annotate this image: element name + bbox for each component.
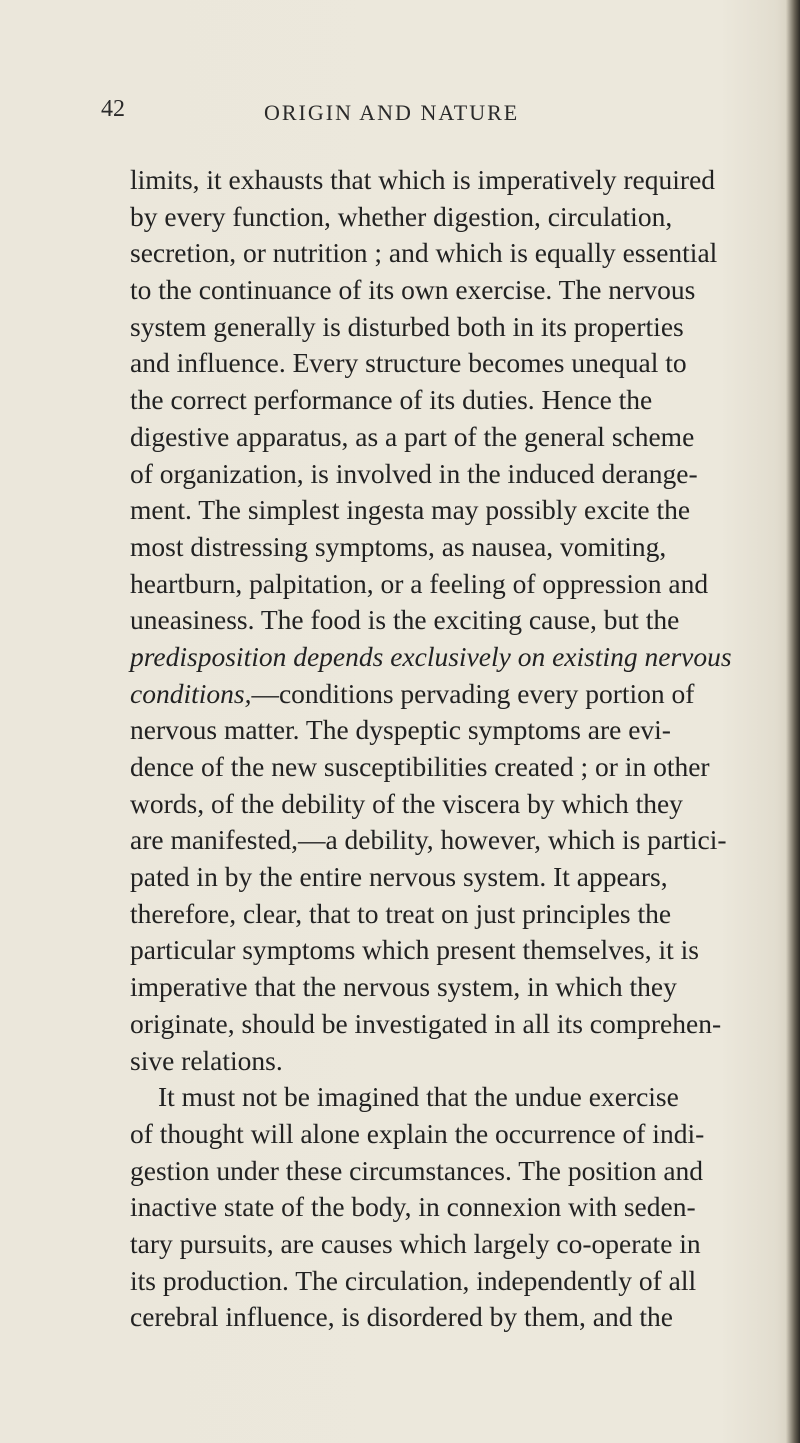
text-line: particular symptoms which present themselves, it is <box>130 934 699 966</box>
text-line: the correct performance of its duties. Hence the <box>130 384 653 416</box>
text-line: most distressing symptoms, as nausea, vomiting, <box>130 530 667 562</box>
mixed-text-line <box>130 676 790 713</box>
page-header <box>0 96 800 140</box>
text-line: heartburn, palpitation, or a feeling of oppression and <box>130 567 709 599</box>
text-line: uneasiness. The food is the exciting cause, but the <box>130 604 680 636</box>
text-line: limits, it exhausts that which is imperatively required <box>130 164 716 195</box>
text-line: words, of the debility of the viscera by which they <box>130 787 683 819</box>
italic-word: conditions, <box>130 677 252 709</box>
text-line: imperative that the nervous system, in which they <box>130 971 677 1003</box>
page-number: 42 <box>101 96 125 122</box>
text-line: system generally is disturbed both in its properties <box>130 310 684 342</box>
page-edge-shadow <box>786 0 800 1443</box>
text-line: therefore, clear, that to treat on just principles the <box>130 897 672 929</box>
text-line: by every function, whether digestion, circulation, <box>130 200 673 232</box>
text-line: dence of the new susceptibilities created ; or in other <box>130 751 710 782</box>
text-line: nervous matter. The dyspeptic symptoms are evi- <box>130 714 671 746</box>
text-line: tary pursuits, are causes which largely co-operate in <box>130 1227 701 1259</box>
text-line: its production. The circulation, independently of all <box>130 1264 697 1296</box>
text-line: gestion under these circumstances. The position and <box>130 1154 704 1186</box>
text-line: and influence. Every structure becomes unequal to <box>130 347 687 379</box>
text-line: ment. The simplest ingesta may possibly excite the <box>130 494 691 526</box>
text-line: originate, should be investigated in all its comprehen- <box>130 1007 722 1039</box>
text-line: secretion, or nutrition ; and which is equally essential <box>130 237 718 269</box>
text-line: sive relations. <box>130 1044 283 1076</box>
italic-text-line <box>130 639 790 676</box>
paragraph-first-line: It must not be imagined that the undue exercise <box>158 1081 679 1113</box>
text-line: of organization, is involved in the induced derange- <box>130 457 698 489</box>
text-line: cerebral influence, is disordered by them, and the <box>130 1301 673 1333</box>
text-line: are manifested,—a debility, however, which is partici- <box>130 824 727 856</box>
italic-phrase: predisposition depends exclusively on existing nervous <box>130 640 732 672</box>
text-line: pated in by the entire nervous system. It appears, <box>130 861 668 893</box>
text-line: inactive state of the body, in connexion with seden- <box>130 1191 696 1223</box>
text-line: to the continuance of its own exercise. The nervous <box>130 274 696 306</box>
body-text <box>130 162 790 1336</box>
text-line: digestive apparatus, as a part of the general scheme <box>130 420 695 452</box>
running-head: ORIGIN AND NATURE <box>264 100 520 125</box>
line-continuation: —conditions pervading every portion of <box>251 677 695 709</box>
text-line: of thought will alone explain the occurrence of indi- <box>130 1117 705 1149</box>
